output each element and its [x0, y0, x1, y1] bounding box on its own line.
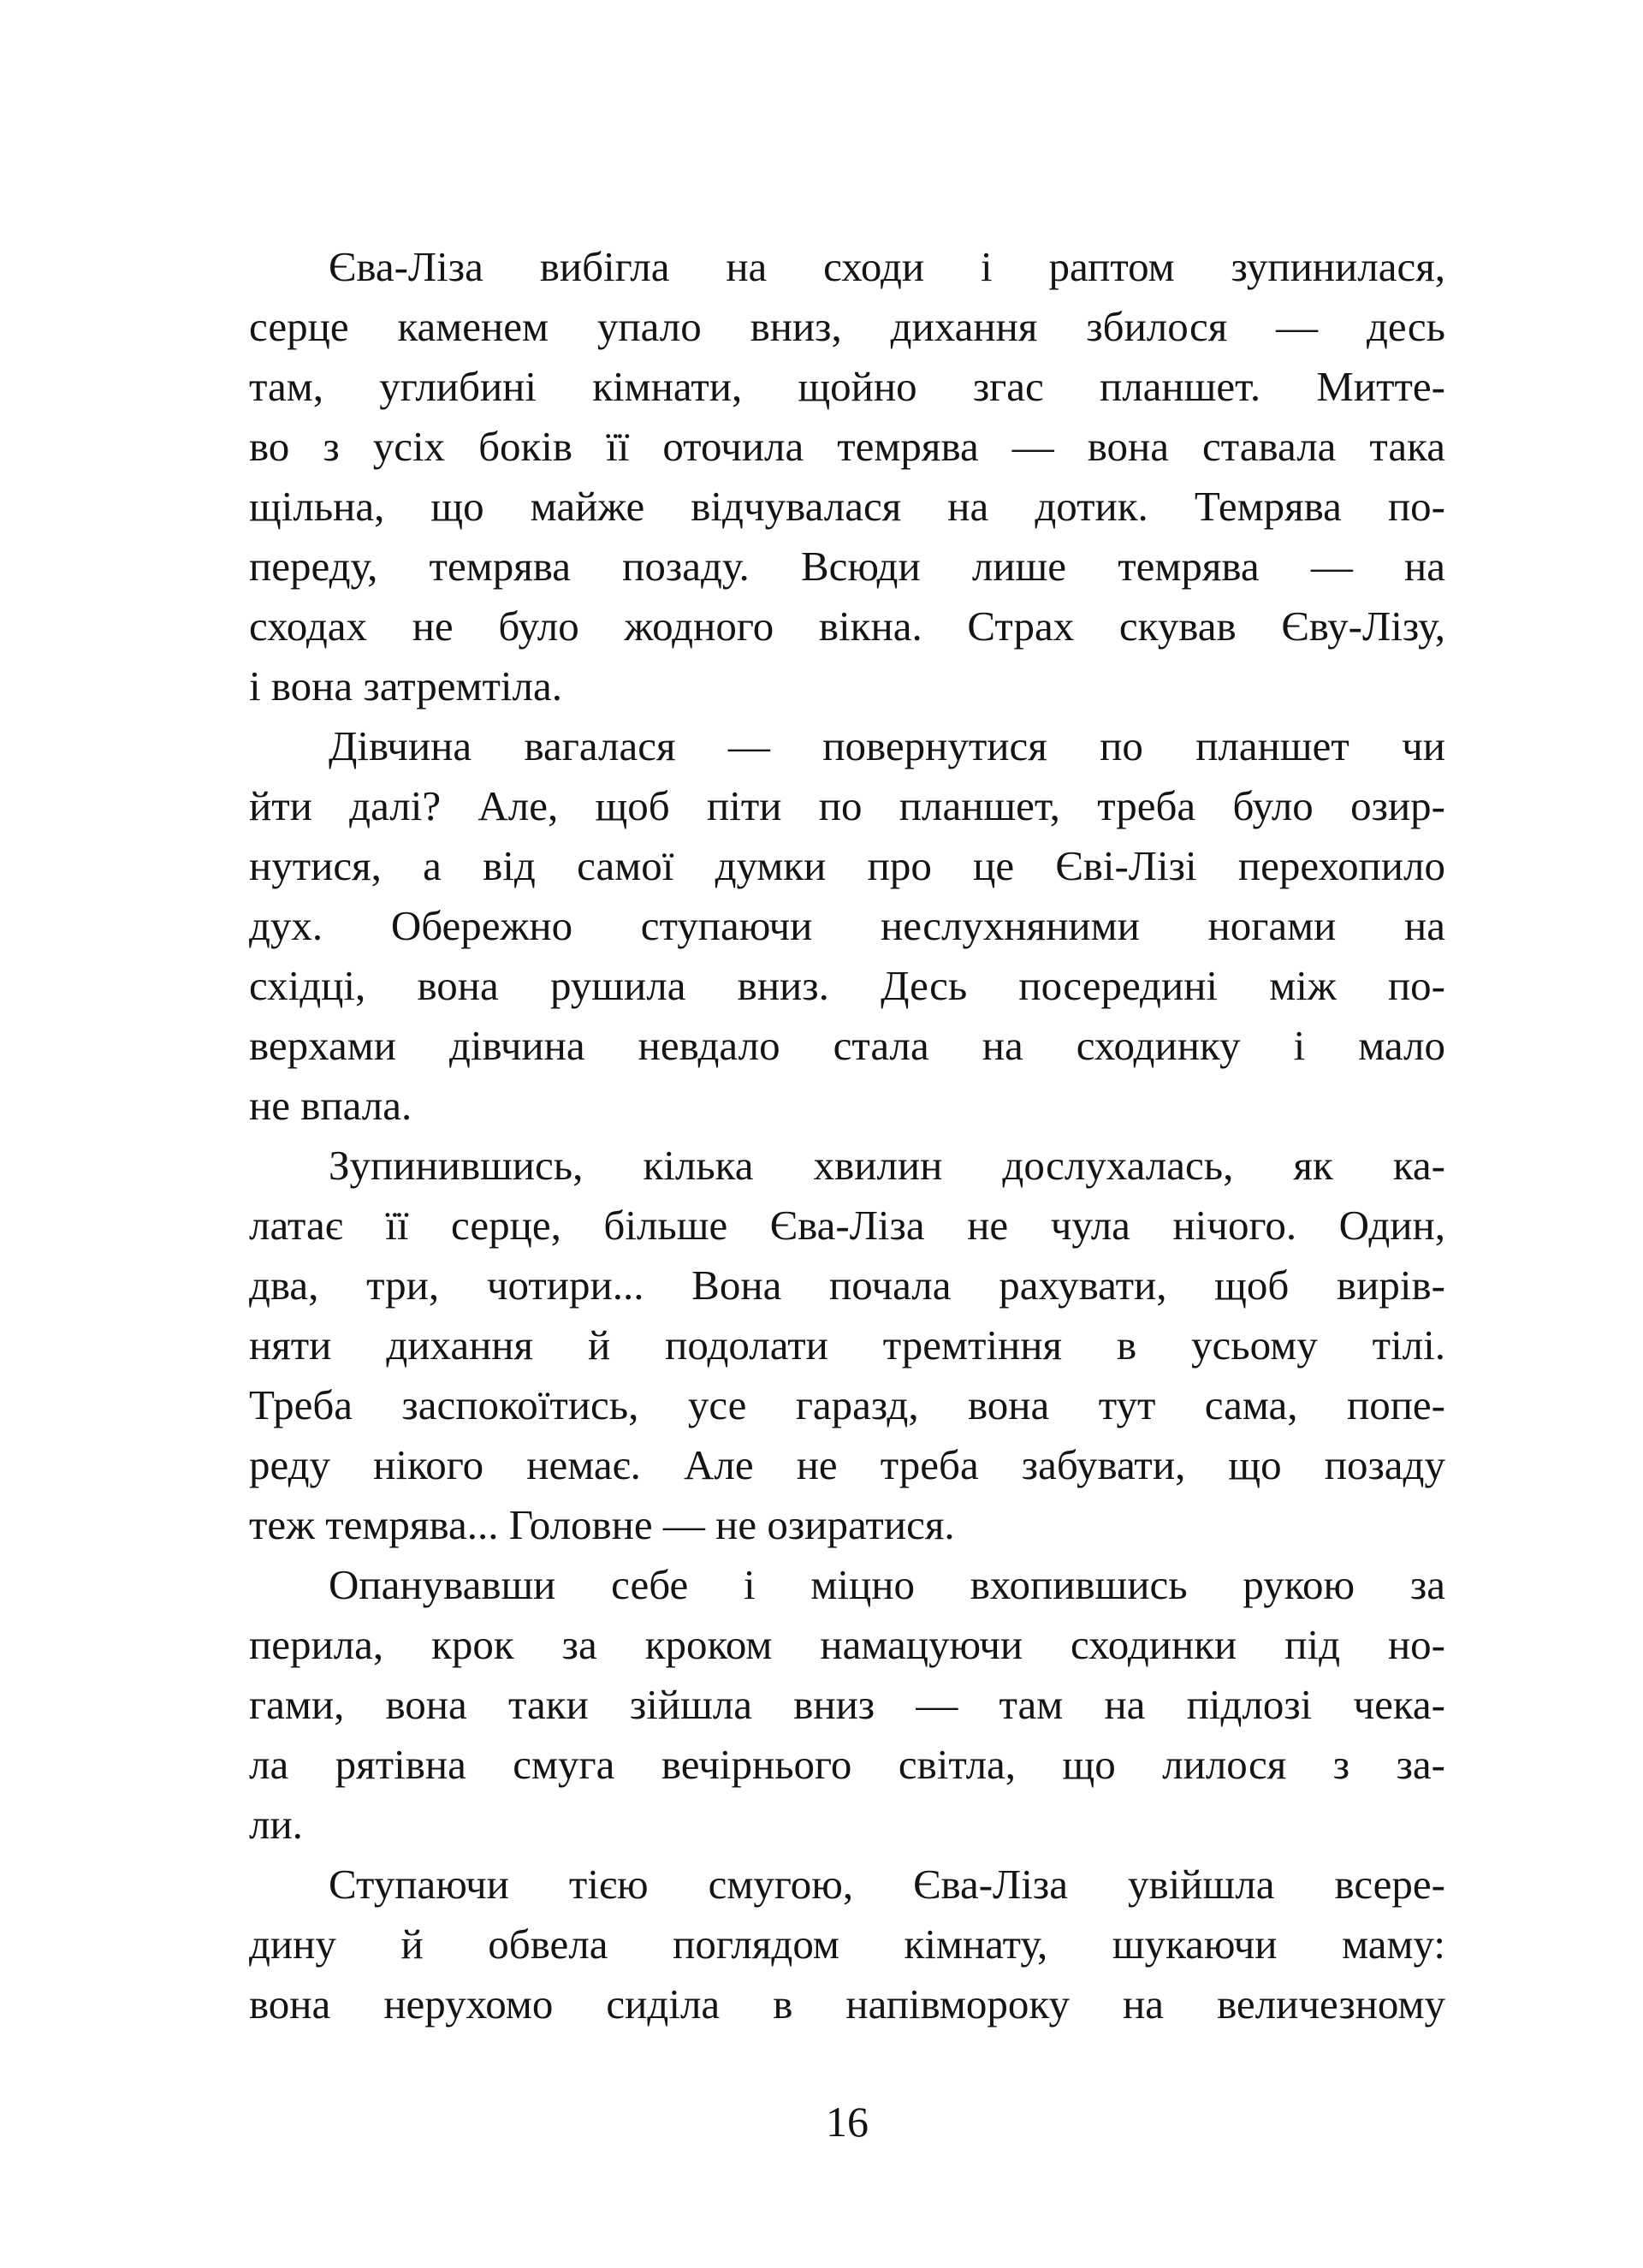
- paragraph: [249, 716, 1445, 1136]
- text-line: дину й обвела поглядом кімнату, шукаючи маму:: [249, 1921, 1445, 1968]
- text-line: латає її серце, більше Єва-Ліза не чула нічого. Один,: [249, 1202, 1445, 1249]
- page-number: 16: [826, 2098, 869, 2146]
- text-line: нутися, а від самої думки про це Єві-Лізі перехопило: [249, 842, 1445, 889]
- text-line: сходах не було жодного вікна. Страх скував Єву-Лізу,: [249, 603, 1445, 650]
- text-line: няти дихання й подолати тремтіння в усьому тілі.: [249, 1321, 1445, 1369]
- text-line: Зупинившись, кілька хвилин дослухалась, як ка-: [329, 1142, 1445, 1189]
- text-line: Єва-Ліза вибігла на сходи і раптом зупинилася,: [329, 243, 1445, 290]
- text-line: Треба заспокоїтись, усе гаразд, вона тут сама, попе-: [249, 1381, 1445, 1428]
- text-line: дух. Обережно ступаючи неслухняними ногами на: [249, 902, 1445, 949]
- paragraph: [249, 1855, 1445, 2034]
- text-line: серце каменем упало вниз, дихання збилося — десь: [249, 303, 1445, 350]
- text-line: там, углибині кімнати, щойно згас планшет. Митте-: [249, 363, 1445, 410]
- text-line: переду, темрява позаду. Всюди лише темрява — на: [249, 543, 1445, 590]
- text-line: Опанувавши себе і міцно вхопившись рукою за: [329, 1561, 1445, 1608]
- text-line: теж темрява... Головне — не озиратися.: [249, 1501, 955, 1548]
- paragraph: [249, 1555, 1445, 1855]
- text-line: щільна, що майже відчувалася на дотик. Темрява по-: [249, 483, 1445, 530]
- paragraph: [249, 1136, 1445, 1555]
- text-line: верхами дівчина невдало стала на сходинку і мало: [249, 1022, 1445, 1069]
- body-text: [249, 237, 1445, 2034]
- text-line: і вона затремтіла.: [249, 662, 562, 709]
- text-line: реду нікого немає. Але не треба забувати, що позаду: [249, 1441, 1445, 1488]
- text-line: Ступаючи тією смугою, Єва-Ліза увійшла всере-: [329, 1861, 1445, 1908]
- text-line: гами, вона таки зійшла вниз — там на підлозі чека-: [249, 1681, 1445, 1728]
- text-line: ли.: [249, 1801, 303, 1848]
- text-line: перила, крок за кроком намацуючи сходинки під но-: [249, 1621, 1445, 1668]
- text-line: не впала.: [249, 1082, 412, 1129]
- text-line: ла рятівна смуга вечірнього світла, що лилося з за-: [249, 1741, 1445, 1788]
- text-line: Дівчина вагалася — повернутися по планшет чи: [329, 722, 1445, 769]
- text-line: йти далі? Але, щоб піти по планшет, треба було озир-: [249, 782, 1445, 829]
- text-line: східці, вона рушила вниз. Десь посередині між по-: [249, 962, 1445, 1009]
- paragraph: [249, 237, 1445, 716]
- text-line: два, три, чотири... Вона почала рахувати, щоб вирів-: [249, 1262, 1445, 1309]
- text-line: во з усіх боків її оточила темрява — вона ставала така: [249, 423, 1445, 470]
- text-line: вона нерухомо сиділа в напівмороку на величезному: [249, 1980, 1445, 2028]
